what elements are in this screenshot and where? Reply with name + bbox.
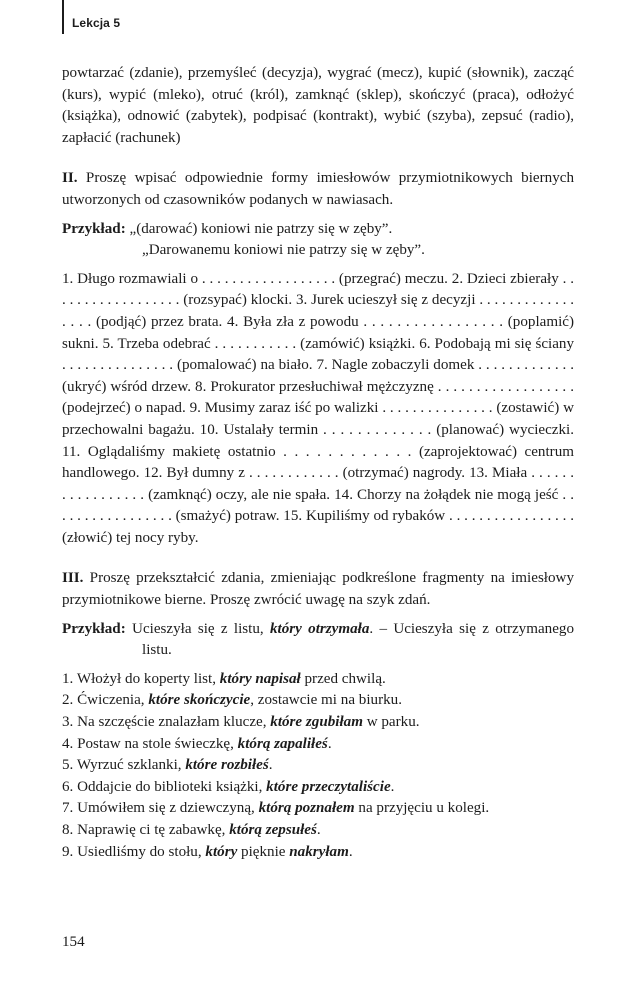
section2-exercise: 1. Długo rozmawiali o . . . . . . . . . . . . . . . . . . (przegrać) meczu. 2. Dzieci zbierały . . . . . . . . . . . . . . . . . . (rozsypać) klocki. 3. Jurek ucieszył się z decyzji . . . . . . . . . . . . . . . . . (podjąć) przez brata. 4. Była zła z powodu . . . . . . . . . . . . . . . . . (poplamić) sukni. 5. Trzeba odebrać . . . . . . . . . . . (zamówić) książki. 6. Podobają mi się ściany . . . . . . . . . . . . . . . (pomalować) na biało. 7. Nagle zobaczyli domek . . . . . . . . . . . . . (ukryć) wśród drzew. 8. Prokurator przesłuchiwał mężczyznę . . . . . . . . . . . . . . . . . . (podejrzeć) o napad. 9. Musimy zaraz iść po walizki . . . . . . . . . . . . . . . (zostawić) w przechowalni bagażu. 10. Ustalały termin . . . . . . . . . . . . . (planować) wycieczki. 11. Oglądaliśmy makietę ostatnio . . . . . . . . . . . . (zaprojektować) centrum handlowego. 12. Był dumny z . . . . . . . . . . . . (otrzymać) nagrody. 13. Miała . . . . . . . . . . . . . . . . . (zamknąć) oczy, ale nie spała. 14. Chorzy na żołądek nie mogą jeść . . . . . . . . . . . . . . . . . (smażyć) potraw. 15. Kupiliśmy od rybaków . . . . . . . . . . . . . . . . . (złowić) tej nocy ryby. [62, 270, 574, 546]
intro-text: powtarzać (zdanie), przemyśleć (decyzja), wygrać (mecz), kupić (słownik), zacząć (kurs), wypić (mleko), otruć (król), zamknąć (sklep), skończyć (praca), odłożyć (książka), odnowić (zabytek), podpisać (kontrakt), wybić (szyba), zepsuć (radio), zapłacić (rachunek) [62, 65, 574, 146]
section2-example [62, 219, 574, 241]
list-item: 7. Umówiłem się z dziewczyną, którą poznałem na przyjęciu u kolegi. [62, 800, 490, 817]
section3-example-pre: Ucieszyła się z listu, [125, 620, 270, 637]
section2-instruction-text: Proszę wpisać odpowiednie formy imiesłowów przymiotnikowych biernych utworzonych od czasowników podanych w nawiasach. [62, 170, 574, 208]
list-item: 6. Oddajcie do biblioteki książki, które przeczytaliście. [62, 778, 395, 795]
section2-example-line2: „Darowanemu koniowi nie patrzy się w zęby”. [142, 242, 425, 259]
section3-instruction-text: Proszę przekształcić zdania, zmieniając podkreślone fragmenty na imiesłowy przymiotnikowe bierne. Proszę zwrócić uwagę na szyk zdań. [62, 570, 574, 609]
section3-items [62, 669, 574, 863]
section2-example-label: Przykład: [62, 220, 126, 237]
section3-instruction [62, 568, 574, 611]
list-item: 2. Ćwiczenia, które skończycie, zostawcie mi na biurku. [62, 692, 402, 709]
page-content [62, 63, 574, 863]
section2-example-line1: „(darować) koniowi nie patrzy się w zęby”. [125, 220, 393, 237]
section2-number: II. [62, 170, 78, 187]
section3-example-label: Przykład: [62, 620, 126, 637]
list-item: 1. Włożył do koperty list, który napisał przed chwilą. [62, 670, 386, 687]
section3-example [62, 619, 574, 662]
list-item: 4. Postaw na stole świeczkę, którą zapaliłeś. [62, 735, 332, 752]
section3-number: III. [62, 570, 84, 587]
lesson-header: Lekcja 5 [72, 16, 121, 30]
list-item: 9. Usiedliśmy do stołu, który pięknie nakryłam. [62, 843, 353, 860]
section3-example-post: . – Ucieszyła się z otrzymanego listu. [142, 620, 574, 659]
section2-instruction [62, 168, 574, 211]
page-number: 154 [62, 934, 85, 950]
list-item: 3. Na szczęście znalazłam klucze, które zgubiłam w parku. [62, 714, 420, 731]
list-item: 8. Naprawię ci tę zabawkę, którą zepsułeś. [62, 822, 321, 838]
section3-example-emph: który otrzymała [270, 620, 370, 637]
list-item: 5. Wyrzuć szklanki, które rozbiłeś. [62, 757, 273, 774]
header-rule [62, 0, 64, 34]
